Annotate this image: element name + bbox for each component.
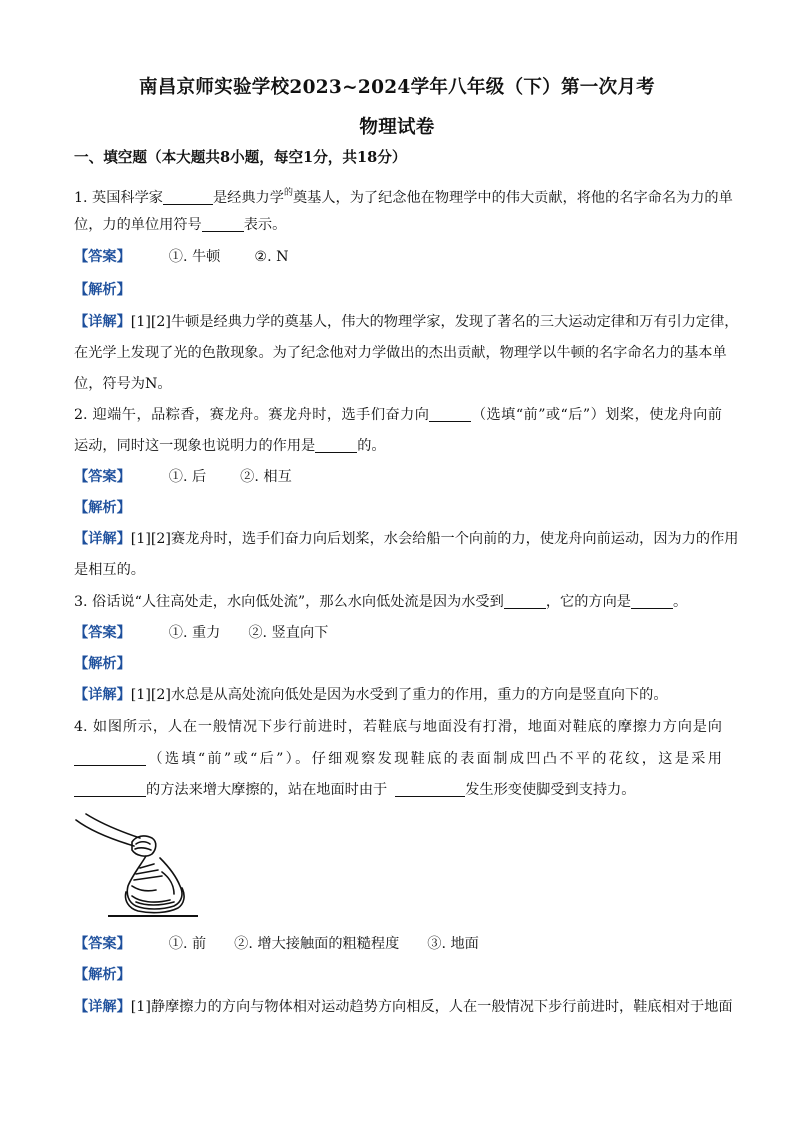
q4-answer-1: ①. 前 [168,936,207,952]
q4-answer-3: ③. 地面 [427,936,479,952]
q1-answer-1: ①. 牛顿 [168,249,221,265]
detail-label: 【详解】 [74,531,131,547]
answer-label: 【答案】 [74,625,131,641]
q2-analysis-label: 【解析】 [74,500,131,516]
q1-detail-line3: 位，符号为N。 [74,376,172,392]
q2-blank-2 [315,438,357,453]
q4-answer-2: ②. 增大接触面的粗糙程度 [234,936,400,952]
q1-blank-2 [202,217,244,232]
q1-detail-line1 [74,312,739,332]
q3-analysis-label: 【解析】 [74,656,131,672]
q4-answer [74,934,479,954]
q1-stem-line2 [74,215,286,235]
q3-blank-2 [631,594,673,609]
q1-stem-line1 [74,183,733,208]
q3-text-a: 3. 俗话说“人往高处走，水向低处流”，那么水向低处流是因为水受到 [74,594,504,610]
q4-blank-2 [74,782,146,797]
q2-detail-line2: 是相互的。 [74,562,145,578]
q2-stem-line2 [74,436,386,456]
exam-subtitle: 物理试卷 [359,117,435,138]
q1-blank-1 [163,190,213,205]
q4-stem-line3 [74,780,635,800]
detail-label: 【详解】 [74,999,131,1015]
q4-detail-text-1: [1]静摩擦力的方向与物体相对运动趋势方向相反，人在一般情况下步行前进时，鞋底相对于地面 [130,999,733,1015]
q3-stem-line1 [74,592,687,612]
q1-answer-2: ②. N [254,249,289,265]
q1-answer [74,247,289,267]
q2-stem-line1 [74,405,722,425]
q1-analysis-label: 【解析】 [74,282,131,298]
walking-shoe-illustration [74,812,204,926]
q2-answer-2: ②. 相互 [240,469,292,485]
q4-detail-line1 [74,997,733,1017]
q1-text-d: 位，力的单位用符号 [74,217,202,233]
detail-label: 【详解】 [74,687,131,703]
q2-detail-line1 [74,529,739,549]
q3-text-b: ，它的方向是 [545,594,631,610]
exam-title: 南昌京师实验学校2023~2024学年八年级（下）第一次月考 [139,77,655,98]
q2-answer-1: ①. 后 [168,469,207,485]
q2-detail-text-1: [1][2]赛龙舟时，选手们奋力向后划桨，水会给船一个向前的力，使龙舟向前运动，因为力的作用 [130,531,739,547]
q2-text-d: 的。 [357,438,386,454]
answer-label: 【答案】 [74,936,131,952]
q3-blank-1 [504,594,546,609]
q4-blank-1 [74,751,146,766]
q1-superscript: 的 [283,188,293,198]
q2-text-a: 2. 迎端午，品粽香，赛龙舟。赛龙舟时，选手们奋力向 [74,407,430,423]
answer-label: 【答案】 [74,249,131,265]
q4-text-b: （选填“前”或“后”）。仔细观察发现鞋底的表面制成凹凸不平的花纹，这是采用 [146,751,722,767]
q1-text-e: 表示。 [243,217,287,233]
answer-label: 【答案】 [74,469,131,485]
q4-stem-line1: 4. 如图所示，人在一般情况下步行前进时，若鞋底与地面没有打滑，地面对鞋底的摩擦力方向是向 [74,719,722,735]
q1-detail-text-1: [1][2]牛顿是经典力学的奠基人，伟大的物理学家，发现了著名的三大运动定律和万有引力定律， [130,314,739,330]
q3-answer [74,623,328,643]
q3-detail-text-1: [1][2]水总是从高处流向低处是因为水受到了重力的作用，重力的方向是竖直向下的。 [130,687,668,703]
detail-label: 【详解】 [74,314,131,330]
q4-text-d: 发生形变使脚受到支持力。 [465,782,636,798]
q2-text-c: 运动，同时这一现象也说明力的作用是 [74,438,316,454]
q4-stem-line2 [74,749,722,769]
walking-shoe-icon [74,812,204,922]
section-heading: 一、填空题（本大题共8小题，每空1分，共18分） [74,149,407,166]
q1-text-c: 奠基人，为了纪念他在物理学中的伟大贡献，将他的名字命名为力的单 [292,190,733,206]
q4-text-c: 的方法来增大摩擦的，站在地面时由于 [146,782,388,798]
q2-blank-1 [429,407,471,422]
q3-detail-line1 [74,685,668,705]
q2-text-b: （选填“前”或“后”）划桨，使龙舟向前 [471,407,722,423]
q3-answer-1: ①. 重力 [168,625,221,641]
q1-text-a: 1. 英国科学家 [74,190,163,206]
q4-blank-3 [395,782,465,797]
q1-text-b: 是经典力学 [212,190,284,206]
q2-answer [74,467,292,487]
q3-answer-2: ②. 竖直向下 [248,625,329,641]
q3-text-c: 。 [672,594,688,610]
q1-detail-line2: 在光学上发现了光的色散现象。为了纪念他对力学做出的杰出贡献，物理学以牛顿的名字命名力的基本单 [74,345,727,361]
q4-analysis-label: 【解析】 [74,967,131,983]
